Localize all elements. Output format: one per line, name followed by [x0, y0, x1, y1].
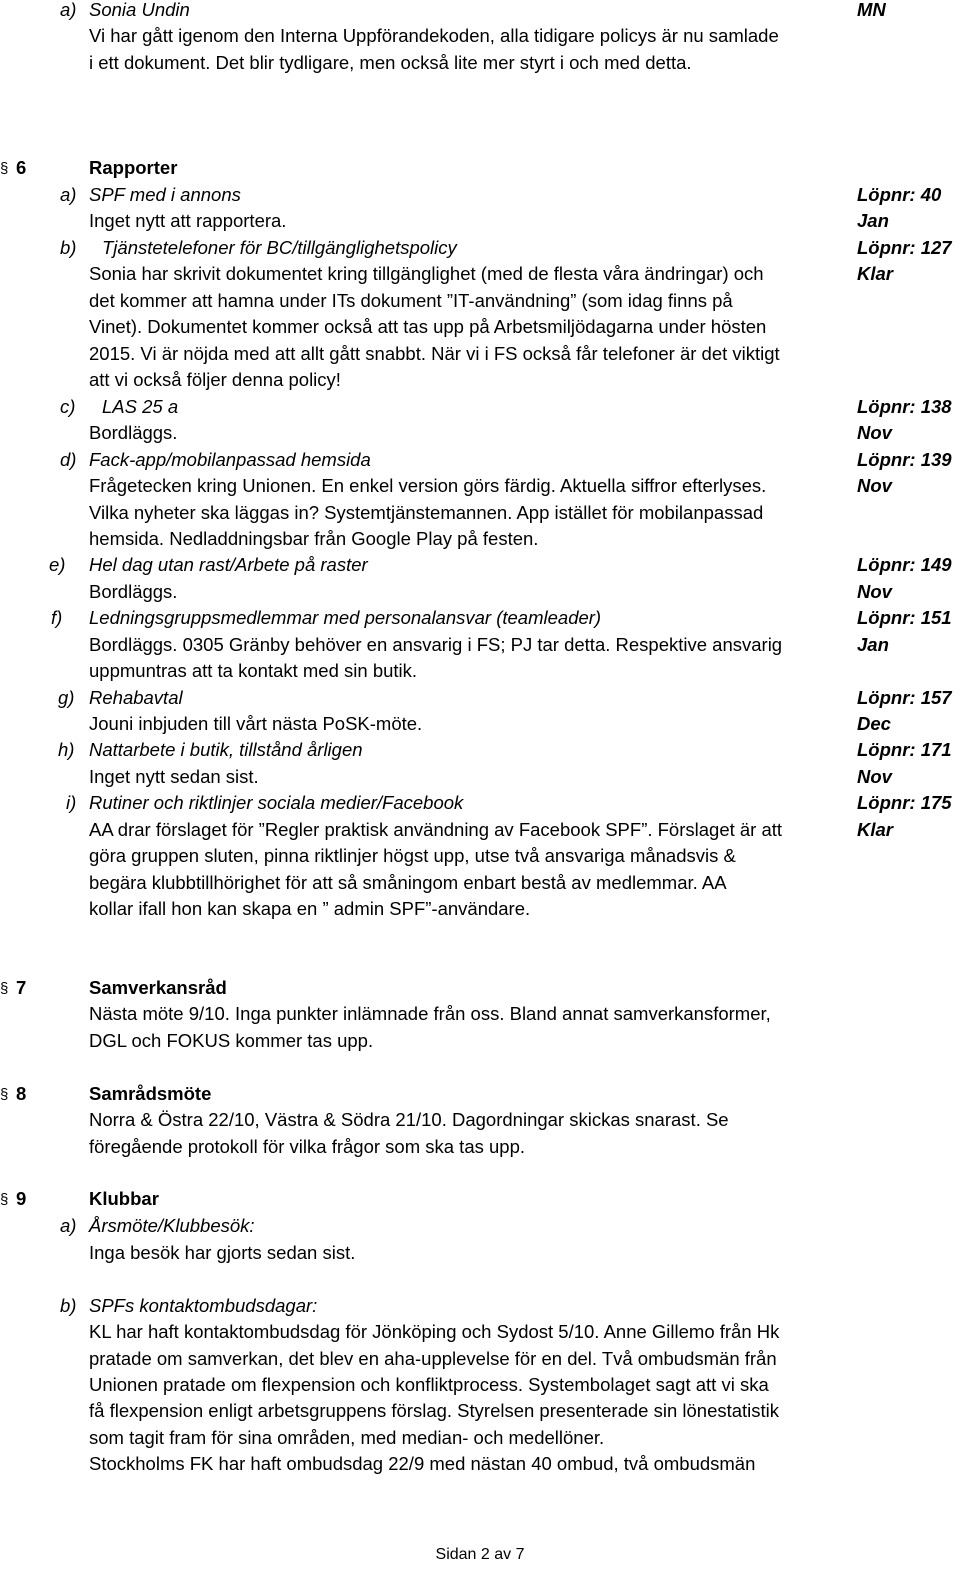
section-title: Samrådsmöte — [89, 1083, 212, 1104]
item-title: SPFs kontaktombudsdagar: — [89, 1295, 318, 1316]
item-letter: h) — [58, 739, 75, 760]
item-letter: b) — [60, 237, 77, 258]
body-line: föregående protokoll för vilka frågor som ska tas upp. — [89, 1136, 526, 1157]
status: Nov — [857, 422, 892, 443]
section-number: 8 — [16, 1083, 27, 1104]
item-letter: i) — [66, 792, 77, 813]
body-line: Inget nytt att rapportera. — [89, 210, 287, 231]
body-line: Inget nytt sedan sist. — [89, 766, 259, 787]
body-line: DGL och FOKUS kommer tas upp. — [89, 1030, 374, 1051]
body-line: AA drar förslaget för ”Regler praktisk användning av Facebook SPF”. Förslaget är att — [89, 819, 783, 840]
body-line: Vilka nyheter ska läggas in? Systemtjänstemannen. App istället för mobilanpassad — [89, 502, 764, 523]
item-letter: e) — [49, 554, 66, 575]
status: Nov — [857, 581, 892, 602]
section-title: Klubbar — [89, 1188, 159, 1209]
body-line: hemsida. Nedladdningsbar från Google Play på festen. — [89, 528, 539, 549]
item-letter: g) — [58, 687, 75, 708]
section-title: Samverkansråd — [89, 977, 227, 998]
body-line: att vi också följer denna policy! — [89, 369, 341, 390]
body-line: Jouni inbjuden till vårt nästa PoSK-möte. — [89, 713, 423, 734]
status: Dec — [857, 713, 891, 734]
lopnr: Löpnr: 151 — [857, 607, 952, 628]
item-title: Hel dag utan rast/Arbete på raster — [89, 554, 368, 575]
item-title: Fack-app/mobilanpassad hemsida — [89, 449, 371, 470]
body-line: i ett dokument. Det blir tydligare, men också lite mer styrt i och med detta. — [89, 52, 692, 73]
body-line: det kommer att hamna under ITs dokument ”IT-användning” (som idag finns på — [89, 290, 733, 311]
body-line: Sonia har skrivit dokumentet kring tillgänglighet (med de flesta våra ändringar) och — [89, 263, 764, 284]
body-line: begära klubbtillhörighet för att så småningom enbart bestå av medlemmar. AA — [89, 872, 727, 893]
body-line: Bordläggs. — [89, 422, 178, 443]
item-letter: c) — [60, 396, 76, 417]
item-letter: a) — [60, 1215, 77, 1236]
status: Nov — [857, 766, 892, 787]
lopnr: Löpnr: 127 — [857, 237, 952, 258]
lopnr: Löpnr: 171 — [857, 739, 952, 760]
item-letter: a) — [60, 0, 77, 20]
body-line: Vi har gått igenom den Interna Uppförandekoden, alla tidigare policys är nu samlade — [89, 25, 779, 46]
item-title: Nattarbete i butik, tillstånd årligen — [89, 739, 363, 760]
item-letter: b) — [60, 1295, 77, 1316]
section-bullet: § — [0, 980, 9, 997]
body-line: kollar ifall hon kan skapa en ” admin SPF”-användare. — [89, 898, 531, 919]
body-line: få flexpension enligt arbetsgruppens förslag. Styrelsen presenterade sin lönestatistik — [89, 1400, 780, 1421]
body-line: 2015. Vi är nöjda med att allt gått snabbt. När vi i FS också får telefoner är det viktigt — [89, 343, 780, 364]
body-line: Stockholms FK har haft ombudsdag 22/9 med nästan 40 ombud, två ombudsmän — [89, 1453, 756, 1474]
status: Klar — [857, 263, 893, 284]
item-title: Rehabavtal — [89, 687, 183, 708]
body-line: Nästa möte 9/10. Inga punkter inlämnade från oss. Bland annat samverkansformer, — [89, 1003, 771, 1024]
item-title: SPF med i annons — [89, 184, 241, 205]
page-number: Sidan 2 av 7 — [435, 1546, 525, 1563]
body-line: Unionen pratade om flexpension och konfliktprocess. Systembolaget sagt att vi ska — [89, 1374, 769, 1395]
item-letter: f) — [51, 607, 63, 628]
body-line: Vinet). Dokumentet kommer också att tas upp på Arbetsmiljödagarna under hösten — [89, 316, 767, 337]
status: Jan — [857, 210, 889, 231]
item-letter: a) — [60, 184, 77, 205]
section-bullet: § — [0, 160, 9, 177]
body-line: som tagit fram för sina områden, med median- och medellöner. — [89, 1427, 605, 1448]
body-line: uppmuntras att ta kontakt med sin butik. — [89, 660, 418, 681]
section-bullet: § — [0, 1191, 9, 1208]
section-number: 9 — [16, 1188, 27, 1209]
section-number: 7 — [16, 977, 27, 998]
body-line: Bordläggs. 0305 Gränby behöver en ansvarig i FS; PJ tar detta. Respektive ansvarig — [89, 634, 783, 655]
item-title: Tjänstetelefoner för BC/tillgänglighetspolicy — [102, 237, 457, 258]
item-title: LAS 25 a — [102, 396, 179, 417]
body-line: Frågetecken kring Unionen. En enkel version görs färdig. Aktuella siffror efterlyses. — [89, 475, 767, 496]
item-title: Ledningsgruppsmedlemmar med personalansvar (teamleader) — [89, 607, 602, 628]
status: Nov — [857, 475, 892, 496]
status: Klar — [857, 819, 893, 840]
item-title: Årsmöte/Klubbesök: — [89, 1215, 255, 1236]
responsible-initials: MN — [857, 0, 886, 20]
lopnr: Löpnr: 138 — [857, 396, 952, 417]
lopnr: Löpnr: 157 — [857, 687, 952, 708]
lopnr: Löpnr: 149 — [857, 554, 952, 575]
section-bullet: § — [0, 1086, 9, 1103]
body-line: Inga besök har gjorts sedan sist. — [89, 1242, 356, 1263]
body-line: Bordläggs. — [89, 581, 178, 602]
item-title: Rutiner och riktlinjer sociala medier/Facebook — [89, 792, 464, 813]
status: Jan — [857, 634, 889, 655]
body-line: Norra & Östra 22/10, Västra & Södra 21/10. Dagordningar skickas snarast. Se — [89, 1109, 729, 1130]
lopnr: Löpnr: 139 — [857, 449, 952, 470]
section-number: 6 — [16, 157, 27, 178]
item-letter: d) — [60, 449, 77, 470]
lopnr: Löpnr: 175 — [857, 792, 952, 813]
body-line: KL har haft kontaktombudsdag för Jönköping och Sydost 5/10. Anne Gillemo från Hk — [89, 1321, 780, 1342]
lopnr: Löpnr: 40 — [857, 184, 942, 205]
body-line: göra gruppen sluten, pinna riktlinjer högst upp, utse två ansvariga månadsvis & — [89, 845, 736, 866]
item-title: Sonia Undin — [89, 0, 190, 20]
body-line: pratade om samverkan, det blev en aha-upplevelse för en del. Två ombudsmän från — [89, 1348, 777, 1369]
section-title: Rapporter — [89, 157, 178, 178]
